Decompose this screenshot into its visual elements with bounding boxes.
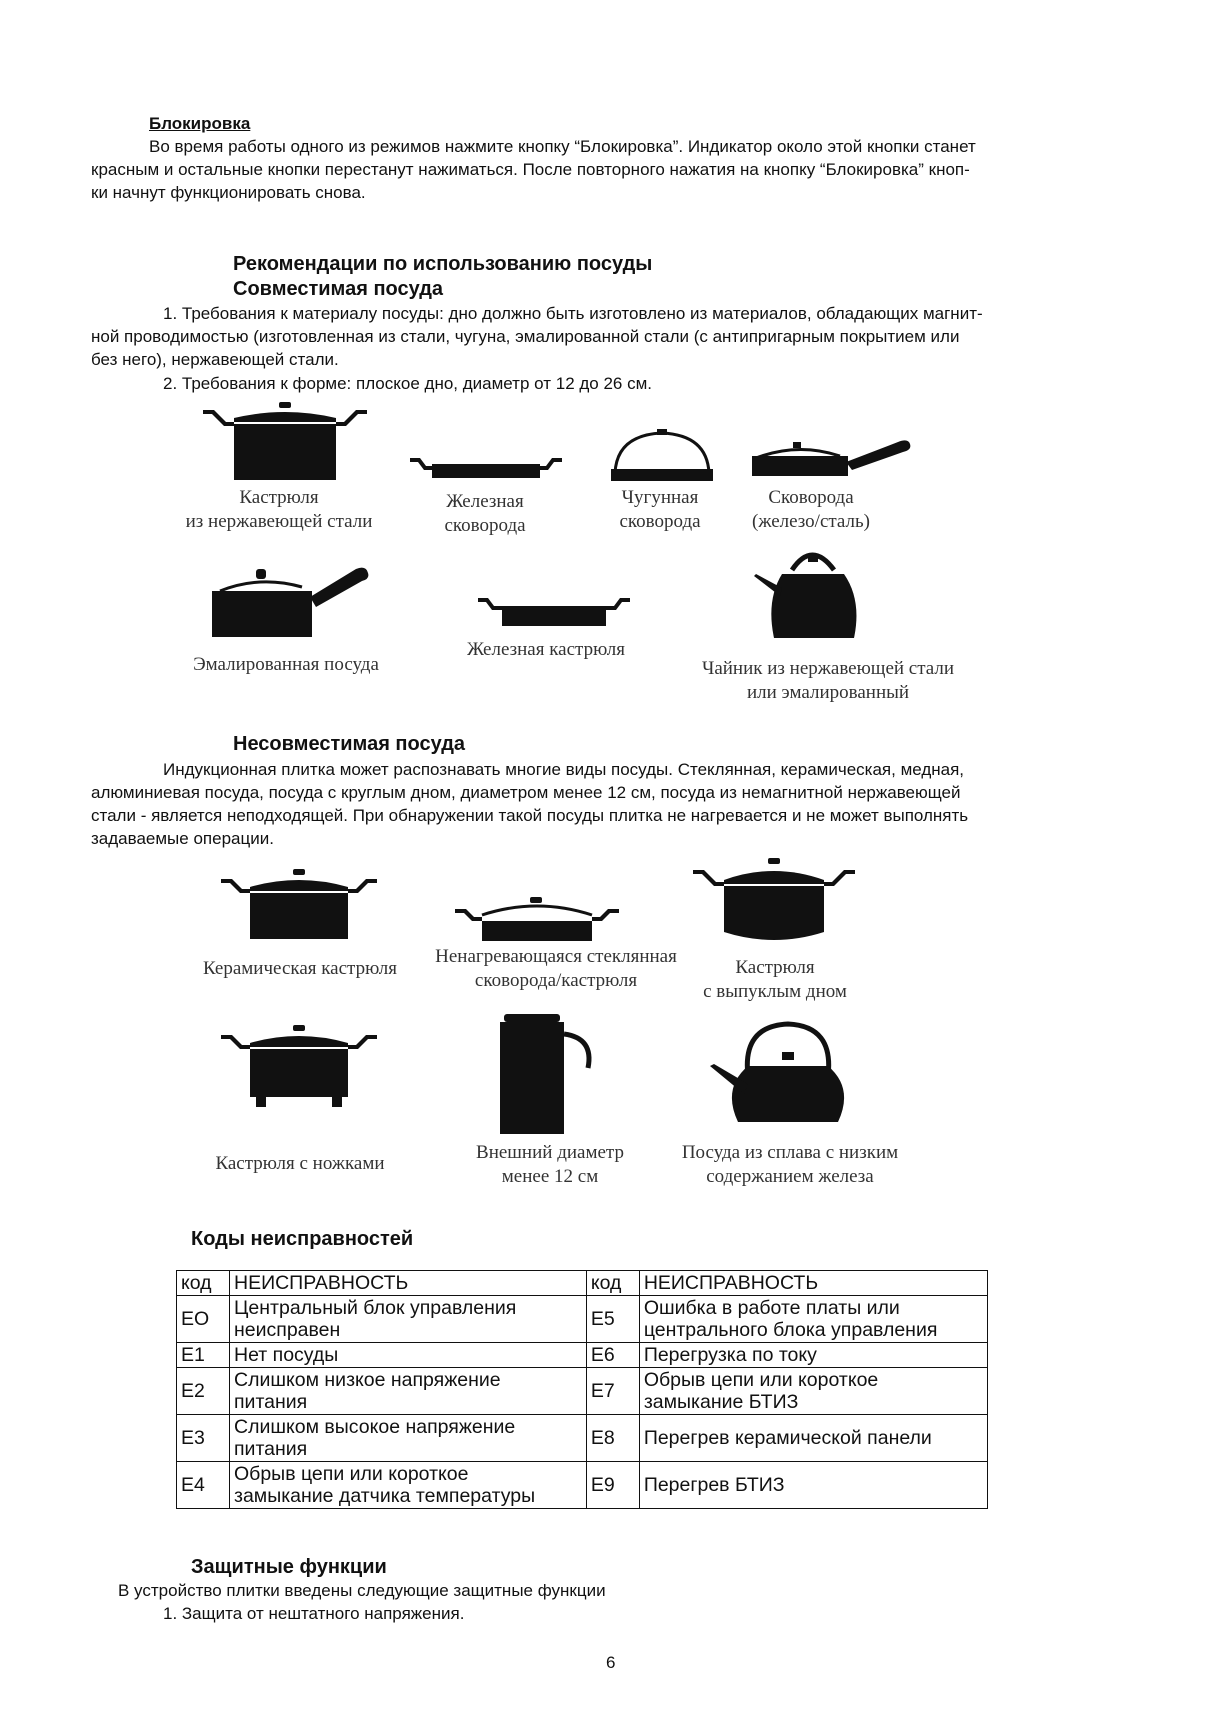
error-codes-title: Коды неисправностей <box>191 1228 414 1250</box>
header-fault-left: НЕИСПРАВНОСТЬ <box>230 1271 587 1296</box>
lock-text-line2: красным и остальные кнопки перестанут нажиматься. После повторного нажатия на кнопку “Блокировка” кноп- <box>91 160 970 179</box>
lock-heading: Блокировка <box>149 114 251 133</box>
incompat-text-line3: стали - является неподходящей. При обнаружении такой посуды плитка не нагревается и не может выполнять <box>91 806 969 825</box>
label-convex-pot-line1: Кастрюля <box>735 957 815 978</box>
table-row <box>177 1343 988 1368</box>
incompat-text-line1: Индукционная плитка может распознавать многие виды посуды. Стеклянная, керамическая, медная, <box>163 760 965 779</box>
iron-pot-icon <box>476 594 632 628</box>
reco-req2: 2. Требования к форме: плоское дно, диаметр от 12 до 26 см. <box>163 374 653 393</box>
table-header-row <box>177 1271 988 1296</box>
label-frying-pan-line1: Сковорода <box>768 487 854 508</box>
incompat-title: Несовместимая посуда <box>233 733 466 755</box>
label-iron-pan-line1: Железная <box>446 491 524 512</box>
low-iron-alloy-kettle-icon <box>708 1018 858 1130</box>
cast-iron-pan-icon <box>607 429 717 481</box>
error-code: E8 <box>586 1415 639 1462</box>
pot-with-legs-icon <box>218 1023 380 1107</box>
table-row <box>177 1415 988 1462</box>
label-frying-pan-line2: (железо/сталь) <box>752 511 870 532</box>
label-stainless-pot-line2: из нержавеющей стали <box>185 511 373 532</box>
ceramic-pot-icon <box>218 867 380 939</box>
label-iron-pot: Железная кастрюля <box>466 639 626 660</box>
error-description: Перегрев БТИЗ <box>639 1462 987 1509</box>
error-description: Ошибка в работе платы или центрального блока управления <box>639 1296 987 1343</box>
error-code: E1 <box>177 1343 230 1368</box>
error-code: EO <box>177 1296 230 1343</box>
error-codes-table <box>176 1270 988 1509</box>
header-code-right: код <box>586 1271 639 1296</box>
glass-pan-icon <box>452 895 622 941</box>
label-cast-iron-pan-line2: сковорода <box>619 511 701 532</box>
header-code-left: код <box>177 1271 230 1296</box>
error-description: Слишком высокое напряжение питания <box>230 1415 587 1462</box>
reco-req1-line3: без него), нержавеющей стали. <box>91 350 339 369</box>
error-code: E2 <box>177 1368 230 1415</box>
label-enamel-pot: Эмалированная посуда <box>193 654 379 675</box>
frying-pan-icon <box>748 432 913 480</box>
protect-item-1: 1. Защита от нештатного напряжения. <box>163 1604 465 1623</box>
label-kettle-line1: Чайник из нержавеющей стали <box>701 658 955 679</box>
reco-req1-line1: 1. Требования к материалу посуды: дно должно быть изготовлено из материалов, обладающих магнит- <box>163 304 983 323</box>
error-code: E9 <box>586 1462 639 1509</box>
label-small-diameter-line1: Внешний диаметр <box>476 1142 624 1163</box>
label-stainless-pot-line1: Кастрюля <box>239 487 319 508</box>
page-number: 6 <box>606 1653 616 1672</box>
table-row <box>177 1462 988 1509</box>
enamel-pot-icon <box>210 567 370 637</box>
error-code: E3 <box>177 1415 230 1462</box>
error-code: E6 <box>586 1343 639 1368</box>
reco-req1-line2: ной проводимостью (изготовленная из стали, чугуна, эмалированной стали (с антипригарным покрытием или <box>91 327 960 346</box>
error-description: Слишком низкое напряжение питания <box>230 1368 587 1415</box>
error-code: E7 <box>586 1368 639 1415</box>
error-description: Обрыв цепи или короткое замыкание датчика температуры <box>230 1462 587 1509</box>
label-convex-pot-line2: с выпуклым дном <box>703 981 847 1002</box>
label-iron-pan-line2: сковорода <box>444 515 526 536</box>
label-cast-iron-pan-line1: Чугунная <box>621 487 699 508</box>
kettle-icon <box>752 540 870 640</box>
error-description: Перегрузка по току <box>639 1343 987 1368</box>
label-low-iron-alloy-line1: Посуда из сплава с низким <box>681 1142 899 1163</box>
error-description: Перегрев керамической панели <box>639 1415 987 1462</box>
incompat-text-line2: алюминиевая посуда, посуда с круглым дном, диаметром менее 12 см, посуда из немагнитной нержавеющей <box>91 783 961 802</box>
lock-text-line1: Во время работы одного из режимов нажмите кнопку “Блокировка”. Индикатор около этой кнопки станет <box>149 137 976 156</box>
label-ceramic-pot: Керамическая кастрюля <box>202 958 398 979</box>
error-code: E5 <box>586 1296 639 1343</box>
label-small-diameter-line2: менее 12 см <box>501 1166 599 1187</box>
header-fault-right: НЕИСПРАВНОСТЬ <box>639 1271 987 1296</box>
table-row <box>177 1368 988 1415</box>
label-pot-with-legs: Кастрюля с ножками <box>215 1153 385 1174</box>
iron-pan-icon <box>408 454 564 484</box>
label-glass-pan-line1: Ненагревающаяся стеклянная <box>435 946 677 967</box>
lock-text-line3: ки начнут функционировать снова. <box>91 183 366 202</box>
small-diameter-pot-icon <box>498 1010 598 1134</box>
table-row <box>177 1296 988 1343</box>
incompat-text-line4: задаваемые операции. <box>91 829 274 848</box>
label-kettle-line2: или эмалированный <box>746 682 910 703</box>
error-code: E4 <box>177 1462 230 1509</box>
stainless-pot-icon <box>200 400 370 480</box>
error-description: Центральный блок управления неисправен <box>230 1296 587 1343</box>
label-glass-pan-line2: сковорода/кастрюля <box>474 970 638 991</box>
protect-title: Защитные функции <box>191 1556 387 1578</box>
protect-intro: В устройство плитки введены следующие защитные функции <box>118 1581 606 1600</box>
reco-title: Рекомендации по использованию посуды <box>233 253 653 275</box>
error-description: Нет посуды <box>230 1343 587 1368</box>
error-description: Обрыв цепи или короткое замыкание БТИЗ <box>639 1368 987 1415</box>
convex-pot-icon <box>690 856 858 946</box>
label-low-iron-alloy-line2: содержанием железа <box>706 1166 874 1187</box>
reco-subtitle: Совместимая посуда <box>233 278 444 300</box>
